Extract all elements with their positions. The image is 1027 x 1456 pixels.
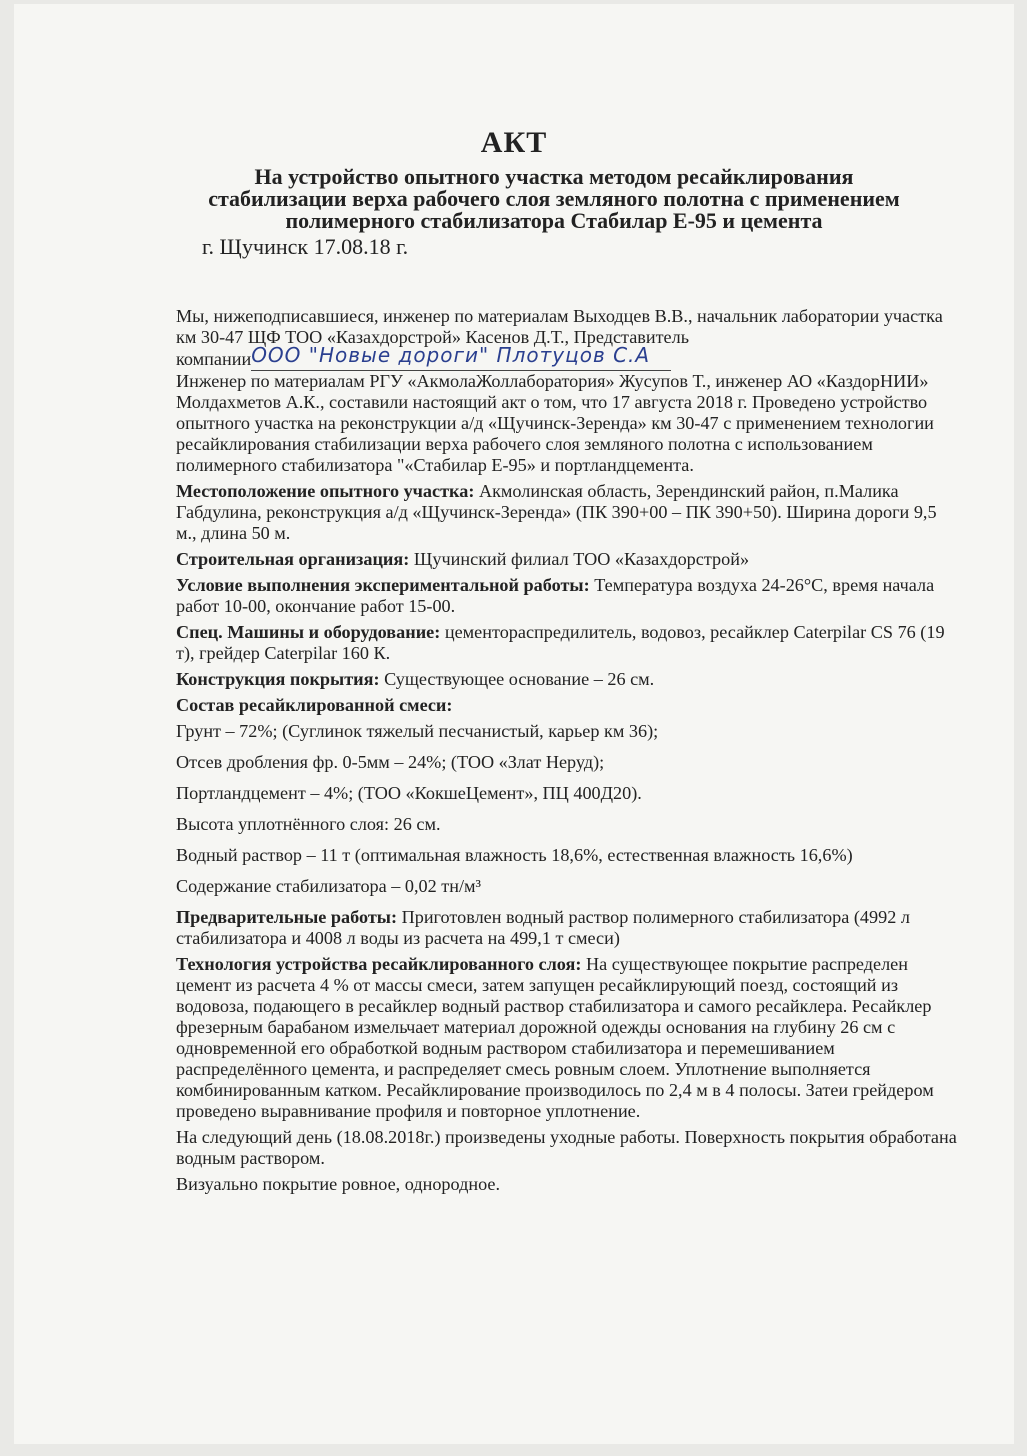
intro-text-continued: Инженер по материалам РГУ «АкмолаЖоллаборатория» Жусупов Т., инженер АО «КаздорНИИ» Молдахметов А.К., составили настоящий акт о том, что 17 августа 2018 г. Проведено устройство опытного участка на реконструкции а/д «Щучинск-Зеренда» км 30-47 с применением технологии ресайклирования стабилизации верха рабочего слоя земляного полотна с использованием полимерного стабилизатора "«Стабилар Е-95» и портландцемента. [176, 371, 934, 475]
construction-paragraph [176, 669, 961, 690]
tech-label: Технология устройства ресайклированного слоя: [176, 954, 582, 974]
subtitle-line: стабилизации верха рабочего слоя земляного полотна с применением [208, 186, 900, 211]
prelim-text: Приготовлен водный раствор полимерного стабилизатора (4992 л стабилизатора и 4008 л воды из расчета на 499,1 т смеси) [176, 907, 910, 948]
machines-text: цементораспредилитель, водовоз, ресайклер Caterpilar CS 76 (19 т), грейдер Caterpilar 160 К. [176, 622, 945, 663]
prelim-label: Предварительные работы: [176, 907, 398, 927]
machines-paragraph [176, 622, 961, 664]
tech-paragraph [176, 954, 961, 1122]
machines-label: Спец. Машины и оборудование: [176, 622, 441, 642]
construction-label: Конструкция покрытия: [176, 669, 380, 689]
location-label: Местоположение опытного участка: [176, 481, 475, 501]
conditions-paragraph [176, 575, 961, 617]
city-date: г. Щучинск 17.08.18 г. [202, 234, 409, 259]
conditions-label: Условие выполнения экспериментальной работы: [176, 575, 590, 595]
visual-paragraph: Визуально покрытие ровное, однородное. [176, 1174, 500, 1194]
builder-paragraph [176, 549, 961, 570]
conditions-text: Температура воздуха 24-26°С, время начала работ 10-00, окончание работ 15-00. [176, 575, 935, 616]
next-day-paragraph: На следующий день (18.08.2018г.) произведены уходные работы. Поверхность покрытия обработана водным раствором. [176, 1127, 957, 1168]
mix-heading [176, 695, 961, 716]
builder-label: Строительная организация: [176, 549, 410, 569]
location-paragraph [176, 481, 961, 544]
company-label: компании [176, 349, 252, 369]
mix-item: Грунт – 72%; (Суглинок тяжелый песчанистый, карьер км 36); [176, 721, 659, 741]
mix-item: Содержание стабилизатора – 0,02 тн/м³ [176, 876, 481, 896]
mix-item: Водный раствор – 11 т (оптимальная влажность 18,6%, естественная влажность 16,6%) [176, 845, 853, 865]
company-handwritten: ООО "Новые дороги" Плотуцов С.А [251, 343, 651, 367]
document-page [14, 4, 1014, 1444]
intro-text: Мы, нижеподписавшиеся, инженер по материалам Выходцев В.В., начальник лаборатории участка км 30-47 ЩФ ТОО «Казахдорстрой» Касенов Д.Т., Представитель [176, 306, 943, 347]
subtitle-line: полимерного стабилизатора Стабилар Е-95 и цемента [285, 208, 823, 233]
mix-label: Состав ресайклированной смеси: [176, 695, 453, 715]
mix-item: Портландцемент – 4%; (ТОО «КокшеЦемент», ПЦ 400Д20). [176, 783, 642, 803]
construction-text: Существующее основание – 26 см. [379, 669, 655, 689]
document-body [176, 306, 961, 1200]
intro-paragraph [176, 306, 961, 476]
mix-list [176, 721, 961, 897]
prelim-paragraph [176, 907, 961, 949]
document-title: АКТ [480, 126, 548, 159]
mix-item: Отсев дробления фр. 0-5мм – 24%; (ТОО «Злат Неруд); [176, 752, 605, 772]
company-signature-line [251, 343, 671, 371]
tech-text: На существующее покрытие распределен цемент из расчета 4 % от массы смеси, затем запущен ресайклирующий поезд, состоящий из водовоза, подающего в ресайклер водный раствор стабилизатора и самого ресайклера. Ресайклер фрезерным барабаном измельчает материал дорожной одежды основания на глубину 26 см с одновременной его обработкой водным раствором стабилизатора и перемешиванием распределённого цемента, и распределяет смесь ровным слоем. Уплотнение выполняется комбинированным катком. Ресайклирование производилось по 2,4 м в 4 полосы. Затеи грейдером проведено выравнивание профиля и повторное уплотнение. [176, 954, 934, 1121]
document-subtitle [184, 166, 924, 232]
builder-text: Щучинский филиал ТОО «Казахдорстрой» [409, 549, 750, 569]
mix-item: Высота уплотнённого слоя: 26 см. [176, 814, 441, 834]
subtitle-line: На устройство опытного участка методом ресайклирования [254, 164, 854, 189]
location-text: Акмолинская область, Зерендинский район, п.Малика Габдулина, реконструкция а/д «Щучинск-Зеренда» (ПК 390+00 – ПК 390+50). Ширина дороги 9,5 м., длина 50 м. [176, 481, 937, 543]
